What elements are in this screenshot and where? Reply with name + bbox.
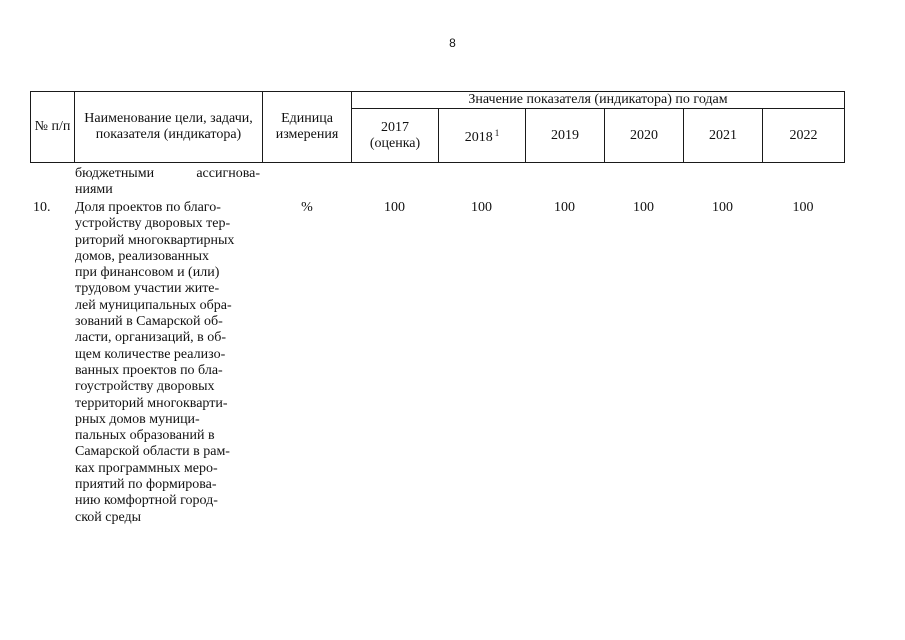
row-name-line: Доля проектов по благо-	[75, 200, 221, 215]
header-number: № п/п	[31, 92, 75, 163]
row-name-line: гоустройству дворовых	[75, 379, 215, 395]
row-name-line: приятий по формирова-	[75, 477, 217, 493]
row-name-line: трудовом участии жите-	[75, 281, 220, 297]
header-values-group: Значение показателя (индикатора) по годам	[352, 92, 845, 109]
header-year-2020: 2020	[605, 109, 684, 163]
row-name-line: пальных образований в	[75, 428, 215, 444]
previous-row-continuation	[75, 166, 260, 199]
row-name-line: нию комфортной город-	[75, 493, 218, 509]
header-name: Наименование цели, задачи, показателя (индикатора)	[75, 92, 263, 163]
row-value-2018: 100	[471, 200, 492, 215]
page-number: 8	[449, 36, 456, 50]
row-name-line: риторий многоквартирных	[75, 232, 235, 248]
row-name-line: ках программных меро-	[75, 460, 218, 476]
row-name-line: зований в Самарской об-	[75, 314, 223, 330]
row-name-line: территорий многокварти-	[75, 395, 228, 411]
row-value-2021: 100	[712, 200, 733, 215]
row-name-line: при финансовом и (или)	[75, 265, 220, 281]
row-name-line: устройству дворовых тер-	[75, 216, 231, 232]
row-name-line: ванных проектов по бла-	[75, 362, 223, 378]
row-number: 10.	[33, 200, 51, 215]
footnote-marker: 1	[494, 128, 500, 138]
header-year-2017: 2017 (оценка)	[352, 109, 439, 163]
row-value-2020: 100	[633, 200, 654, 215]
row-unit: %	[301, 200, 313, 215]
header-year-2021: 2021	[684, 109, 763, 163]
row-value-2022: 100	[792, 200, 814, 215]
header-year-2019: 2019	[526, 109, 605, 163]
row-name-line: домов, реализованных	[75, 248, 210, 264]
continuation-line: ниями	[75, 182, 113, 198]
row-value-2017: 100	[384, 200, 405, 215]
indicator-table-header	[30, 91, 845, 163]
row-name	[75, 200, 275, 526]
row-name-line: рных домов муници-	[75, 411, 200, 427]
row-value-2019: 100	[554, 200, 575, 215]
row-name-line: ласти, организаций, в об-	[75, 330, 227, 346]
row-name-line: ской среды	[75, 509, 142, 525]
row-name-line: Самарской области в рам-	[75, 444, 230, 460]
header-unit: Единица измерения	[263, 92, 352, 163]
row-name-line: лей муниципальных обра-	[75, 297, 232, 313]
header-year-2018: 2018 $^1$	[439, 109, 526, 163]
header-year-2022: 2022	[763, 109, 845, 163]
continuation-line: бюджетными ассигнова-	[75, 166, 260, 181]
row-name-line: щем количестве реализо-	[75, 346, 226, 362]
